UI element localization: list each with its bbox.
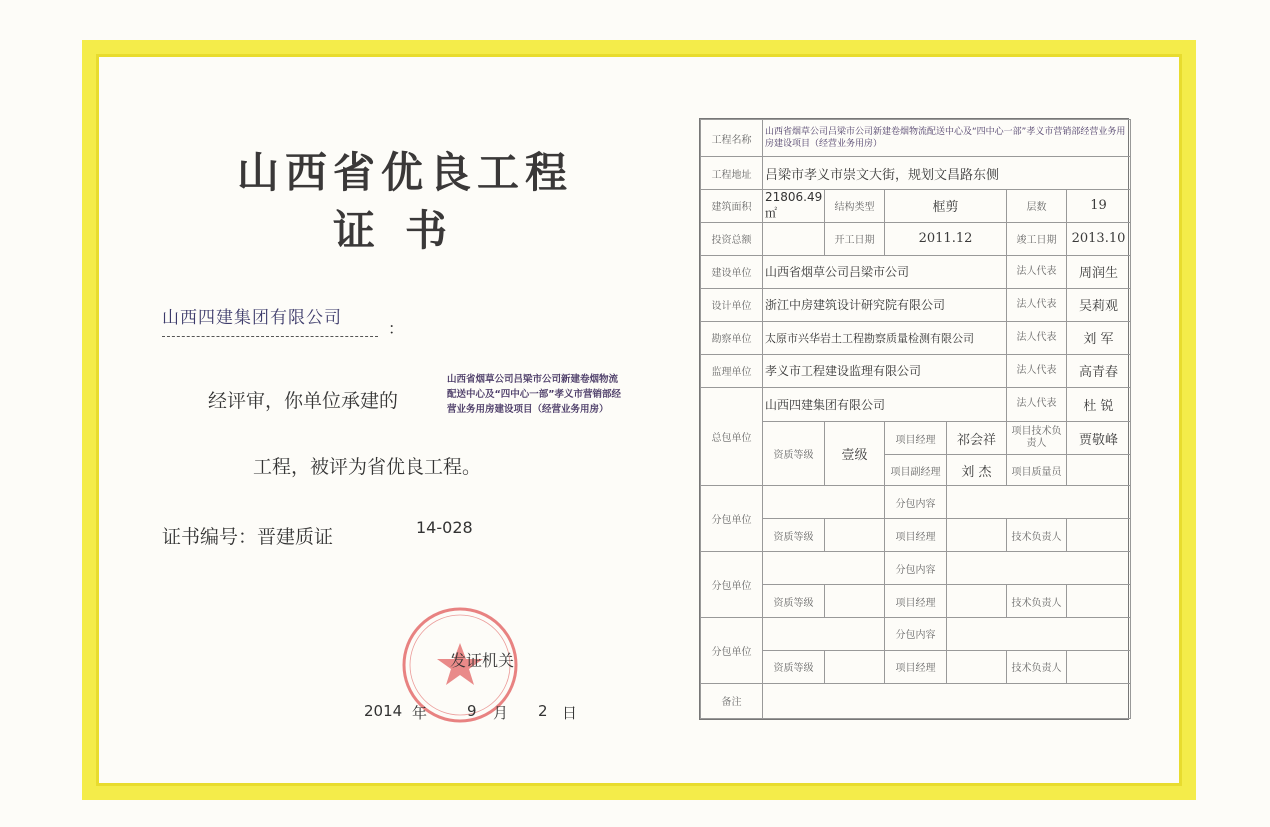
address-label: 工程地址 bbox=[701, 157, 763, 190]
sub-tech-lead-label: 技术负责人 bbox=[1007, 650, 1067, 683]
date-month: 9 bbox=[467, 702, 477, 720]
survey-value: 太原市兴华岩土工程勘察质量检测有限公司 bbox=[763, 321, 1007, 354]
floors-value: 19 bbox=[1067, 189, 1131, 222]
legal-rep-label: 法人代表 bbox=[1007, 288, 1067, 321]
supervise-value: 孝义市工程建设监理有限公司 bbox=[763, 354, 1007, 387]
sub-content-label: 分包内容 bbox=[885, 617, 947, 650]
supervise-rep: 高青春 bbox=[1067, 354, 1131, 387]
qualification-label: 资质等级 bbox=[763, 650, 825, 683]
subcontractor-label: 分包单位 bbox=[701, 486, 763, 552]
date-month-unit: 月 bbox=[493, 704, 509, 722]
qualification-label: 资质等级 bbox=[763, 519, 825, 552]
legal-rep-label: 法人代表 bbox=[1007, 354, 1067, 387]
tech-lead-value: 贾敬峰 bbox=[1067, 422, 1131, 455]
certificate-left-panel bbox=[120, 60, 660, 760]
table-row bbox=[701, 552, 1131, 585]
design-label: 设计单位 bbox=[701, 288, 763, 321]
project-manager-label: 项目经理 bbox=[885, 422, 947, 455]
table-row bbox=[701, 354, 1131, 387]
date-day-unit: 日 bbox=[562, 704, 578, 722]
project-name-label: 工程名称 bbox=[701, 120, 763, 157]
general-contractor-value: 山西四建集团有限公司 bbox=[763, 387, 1007, 422]
table-row bbox=[701, 157, 1131, 190]
subcontractor-label: 分包单位 bbox=[701, 552, 763, 618]
date-year-unit: 年 bbox=[412, 704, 428, 722]
issuing-authority: 发证机关 bbox=[450, 651, 515, 670]
sub-tech-lead-label: 技术负责人 bbox=[1007, 519, 1067, 552]
project-info-table bbox=[700, 119, 1131, 719]
qualification-label: 资质等级 bbox=[763, 422, 825, 486]
area-label: 建筑面积 bbox=[701, 189, 763, 222]
table-row bbox=[701, 288, 1131, 321]
project-manager-label: 项目经理 bbox=[885, 650, 947, 683]
builder-rep: 周润生 bbox=[1067, 255, 1131, 288]
sub-content-label: 分包内容 bbox=[885, 486, 947, 519]
deputy-pm-label: 项目副经理 bbox=[885, 455, 947, 486]
table-row bbox=[701, 422, 1131, 455]
remarks-label: 备注 bbox=[701, 683, 763, 718]
table-row bbox=[701, 189, 1131, 222]
start-date-value: 2011.12 bbox=[885, 222, 1007, 255]
project-manager-label: 项目经理 bbox=[885, 519, 947, 552]
table-row bbox=[701, 321, 1131, 354]
finish-date-value: 2013.10 bbox=[1067, 222, 1131, 255]
legal-rep-label: 法人代表 bbox=[1007, 387, 1067, 422]
tech-lead-label: 项目技术负责人 bbox=[1007, 422, 1067, 455]
table-row bbox=[701, 683, 1131, 718]
qualification-value: 壹级 bbox=[825, 422, 885, 486]
table-row bbox=[701, 222, 1131, 255]
table-row bbox=[701, 486, 1131, 519]
remarks-value bbox=[763, 683, 1131, 718]
finish-date-label: 竣工日期 bbox=[1007, 222, 1067, 255]
project-name-value: 山西省烟草公司吕梁市公司新建卷烟物流配送中心及“四中心一部”孝义市营销部经营业务用房建设项目（经营业务用房） bbox=[763, 120, 1131, 157]
certificate-title: 山西省优良工程 bbox=[236, 148, 573, 197]
project-info-form bbox=[699, 118, 1129, 720]
table-row bbox=[701, 387, 1131, 422]
general-contractor-label: 总包单位 bbox=[701, 387, 763, 486]
legal-rep-label: 法人代表 bbox=[1007, 255, 1067, 288]
structure-label: 结构类型 bbox=[825, 189, 885, 222]
builder-value: 山西省烟草公司吕梁市公司 bbox=[763, 255, 1007, 288]
date-year: 2014 bbox=[364, 702, 403, 720]
structure-value: 框剪 bbox=[885, 189, 1007, 222]
certificate-number-label: 证书编号：晋建质证 bbox=[162, 526, 334, 548]
project-manager-label: 项目经理 bbox=[885, 585, 947, 618]
project-name-stamp: 山西省烟草公司吕梁市公司新建卷烟物流配送中心及“四中心一部”孝义市营销部经营业务用房建设项目（经营业务用房） bbox=[447, 374, 621, 415]
deputy-pm-value: 刘 杰 bbox=[947, 455, 1007, 486]
sub-content-label: 分包内容 bbox=[885, 552, 947, 585]
recipient-name: 山西四建集团有限公司 bbox=[162, 308, 342, 328]
qualification-label: 资质等级 bbox=[763, 585, 825, 618]
award-text: 工程，被评为省优良工程。 bbox=[253, 456, 482, 478]
quality-officer-label: 项目质量员 bbox=[1007, 455, 1067, 486]
sub-tech-lead-label: 技术负责人 bbox=[1007, 585, 1067, 618]
recipient-underline bbox=[162, 336, 378, 337]
date-day: 2 bbox=[538, 702, 548, 720]
legal-rep-label: 法人代表 bbox=[1007, 321, 1067, 354]
recipient-colon: ： bbox=[388, 319, 405, 338]
address-value: 吕梁市孝义市崇文大街，规划文昌路东侧 bbox=[763, 157, 1131, 190]
table-row bbox=[701, 617, 1131, 650]
table-row bbox=[701, 120, 1131, 157]
investment-value bbox=[763, 222, 825, 255]
design-rep: 吴莉观 bbox=[1067, 288, 1131, 321]
review-text: 经评审，你单位承建的 bbox=[208, 390, 399, 412]
builder-label: 建设单位 bbox=[701, 255, 763, 288]
design-value: 浙江中房建筑设计研究院有限公司 bbox=[763, 288, 1007, 321]
table-row bbox=[701, 255, 1131, 288]
certificate-subtitle: 证书 bbox=[332, 206, 477, 255]
table-row bbox=[701, 519, 1131, 552]
table-row bbox=[701, 585, 1131, 618]
investment-label: 投资总额 bbox=[701, 222, 763, 255]
survey-rep: 刘 军 bbox=[1067, 321, 1131, 354]
subcontractor-label: 分包单位 bbox=[701, 617, 763, 683]
start-date-label: 开工日期 bbox=[825, 222, 885, 255]
general-contractor-rep: 杜 锐 bbox=[1067, 387, 1131, 422]
floors-label: 层数 bbox=[1007, 189, 1067, 222]
quality-officer-value bbox=[1067, 455, 1131, 486]
survey-label: 勘察单位 bbox=[701, 321, 763, 354]
certificate-number-value: 14-028 bbox=[416, 518, 473, 537]
project-manager-value: 祁会祥 bbox=[947, 422, 1007, 455]
table-row bbox=[701, 650, 1131, 683]
supervise-label: 监理单位 bbox=[701, 354, 763, 387]
area-value: 21806.49㎡ bbox=[763, 189, 825, 222]
